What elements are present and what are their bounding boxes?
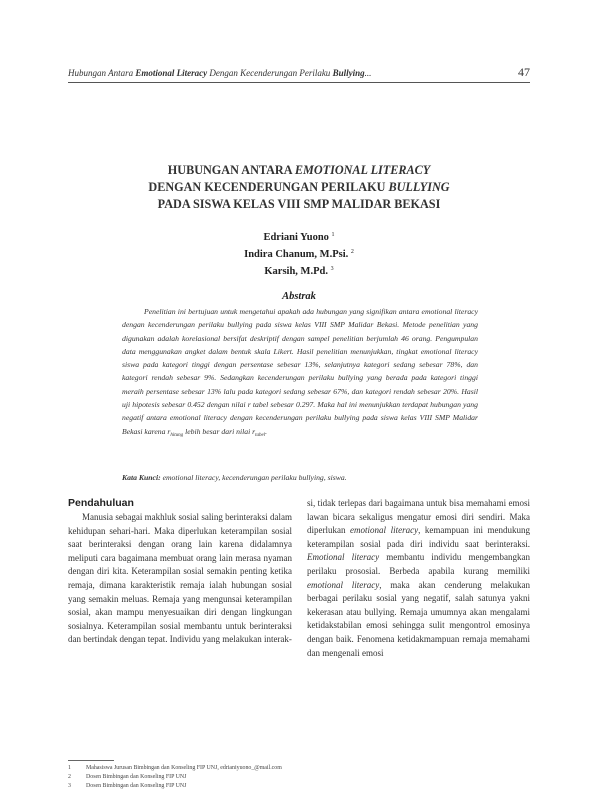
running-title-emphasis-1: Emotional Literacy [135,68,208,78]
footnote [68,782,530,791]
author-affiliation-mark: 2 [350,249,354,255]
footnote-divider [68,760,114,761]
page-number: 47 [518,65,530,79]
footnote-text: Dosen Bimbingan dan Konseling FIP UNJ [86,774,187,780]
running-title-text-1: Hubungan Antara [68,68,136,78]
running-title-emphasis-2: Bullying [332,68,365,78]
paragraph-italic-term: emotional literacy [307,579,380,590]
abstract-text: Penelitian ini bertujuan untuk mengetahui apakah ada hubungan yang signifikan antara emotional literacy dengan kecenderungan perilaku bullying pada siswa kelas VIII SMP Malidar Bekasi. Metode penelitian yang digunakan adalah korelasional bersifat deskriptif dengan sampel penelitian berjumlah 46 orang. Pengumpulan data menggunakan angket dalam bentuk skala Likert. Hasil penelitian menunjukkan, tingkat emotional literacy siswa pada kategori tinggi dengan persentase sebesar 13%, selanjutnya kategori sedang sebesar 78%, dan kategori rendah sebesar 9%. Sedangkan kecenderungan perilaku bullying yang berada pada kategori tinggi meraih persentase sebesar 13% lalu pada kategori sedang sebesar 67%, dan kategori rendah sebesar 20%. Hasil uji hipotesis sebesar 0.452 dengan nilai r tabel sebesar 0.297. Maka hal ini menunjukkan terdapat hubungan yang negatif antara emotional literacy dengan kecenderungan perilaku bullying pada siswa kelas VIII SMP Malidar Bekasi karena r [122,307,478,436]
author [68,262,530,279]
footnotes [68,764,530,791]
left-column-paragraph: Manusia sebagai makhluk sosial saling berinteraksi dalam kehidupan sehari-hari. Maka diperlukan keterampilan sosial saat berinteraksi dengan orang lain karena didalamnya meliputi cara bagaimana membuat orang lain merasa nyaman dengan diri kita. Keterampilan sosial semakin penting ketika remaja, dimana karakteristik remaja ialah hubungan sosial yang semakin meluas. Remaja yang mengunsai keterampilan sosial, akan mampu menyesuaikan diri dengan lingkungan sosialnya. Keterampilan sosial membantu untuk berinteraksi dan bertindak dengan tepat. Individu yang melakukan interak- [68,512,292,645]
footnote [68,764,530,773]
abstract-heading: Abstrak [282,291,316,302]
author-affiliation-mark: 1 [331,232,335,238]
author [68,228,530,245]
author-name: Edriani Yuono [263,232,332,243]
author-name: Karsih, M.Pd. [264,266,331,277]
title-line-3: PADA SISWA KELAS VIII SMP MALIDAR BEKASI [157,197,441,211]
abstract-body [122,305,478,442]
paragraph-italic-term: emotional literacy [350,525,419,536]
title-line-2 [68,179,530,196]
footnote-number: 3 [68,783,71,789]
author-name: Indira Chanum, M.Psi. [244,249,351,260]
title-line-1-italic: EMOTIONAL LITERACY [294,163,431,177]
right-column-paragraph [307,497,530,660]
author-affiliation-mark: 3 [330,266,334,272]
running-header [68,66,530,83]
running-title-text-2: Dengan Kecenderungan Perilaku [207,68,333,78]
running-title [68,68,371,78]
footnote-text: Mahasiswa Jurusan Bimbingan dan Konseling FIP UNJ, edrianiyuono_@mail.com [86,765,282,771]
author-list [68,228,530,279]
paragraph-text: si, tidak terlepas dari bagaimana untuk bisa memahami emosi lawan bicara sekaligus mengatur emosi diri sendiri. Maka diperlukan [307,498,530,536]
paragraph-text: membantu individu mengembangkan perilaku prososial. Berbeda apabila kurang memiliki [307,552,530,576]
title-line-2-text: DENGAN KECENDERUNGAN PERILAKU [148,180,389,194]
keywords [122,473,478,482]
abstract-text-end: . [265,426,268,436]
footnote-number: 1 [68,765,71,771]
title-line-1-text: HUBUNGAN ANTARA [167,163,295,177]
paragraph-text: , maka akan cenderung melakukan berbagai perilaku sosial yang negatif, salah satunya yakni kekerasan atau bullying. Remaja umumnya akan mengalami ketidakstabilan emosi sehingga sulit mengontrol emosinya dengan baik. Fenomena ketidakmampuan remaja memahami dan mengenali emosi [307,579,530,658]
title-line-2-italic: BULLYING [388,180,450,194]
paper-title [68,162,530,213]
author [68,245,530,262]
paragraph-text: , kemampuan ini mendukung keterampilan sosial pada diri individu saat berinteraksi. [307,525,530,549]
running-title-ellipsis: ... [364,68,372,78]
title-line-1 [68,162,530,179]
keywords-text: emotional literacy, kecenderungan perilaku bullying, siswa. [160,473,347,482]
subscript-hitung: hitung [170,432,184,438]
keywords-label: Kata Kunci: [122,473,161,482]
section-heading-pendahuluan: Pendahuluan [68,497,134,509]
footnote-number: 2 [68,774,71,780]
footnote-text: Dosen Bimbingan dan Konseling FIP UNJ [86,783,187,789]
paragraph-italic-term: Emotional literacy [307,552,380,563]
subscript-tabel: tabel [255,432,266,438]
footnote [68,773,530,782]
abstract-text-continued: lebih besar dari nilai r [183,426,256,436]
